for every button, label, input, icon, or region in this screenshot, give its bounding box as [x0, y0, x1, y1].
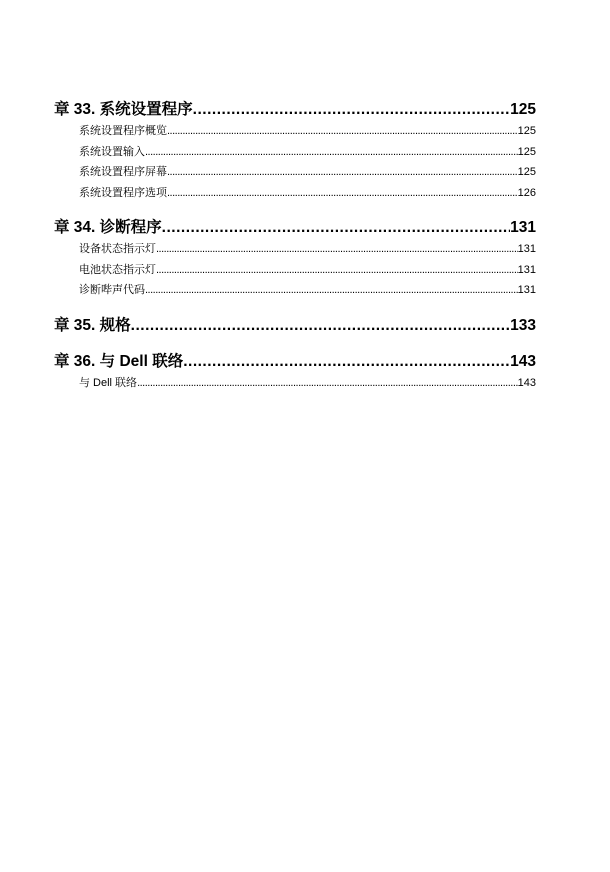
- dot-leader: [131, 315, 510, 337]
- page-number: 125: [517, 166, 536, 178]
- page-number: 125: [517, 125, 536, 137]
- chapter-title: 章 35. 规格: [54, 316, 131, 334]
- section-title: 系统设置输入: [79, 145, 145, 158]
- section-entry[interactable]: [79, 239, 536, 260]
- section-entry[interactable]: [79, 260, 536, 281]
- dot-leader: [145, 142, 518, 163]
- section-title: 与 Dell 联络: [79, 376, 138, 389]
- section-title: 系统设置程序选项: [79, 186, 167, 199]
- chapter-title: 章 34. 诊断程序: [54, 219, 162, 236]
- section-title: 诊断哔声代码: [79, 284, 145, 296]
- page-number: 125: [510, 101, 536, 118]
- dot-leader: [156, 260, 518, 281]
- toc-chapter-34: [54, 217, 536, 301]
- chapter-entry[interactable]: [54, 315, 536, 337]
- chapter-entry[interactable]: [54, 99, 536, 121]
- page-number: 126: [517, 186, 536, 199]
- page-number: 133: [510, 316, 536, 334]
- section-title: 系统设置程序概览: [79, 125, 167, 137]
- section-entry[interactable]: [79, 162, 536, 183]
- section-entry[interactable]: [79, 121, 536, 142]
- section-list: [79, 239, 536, 301]
- page-number: 131: [510, 219, 536, 236]
- dot-leader: [183, 351, 510, 373]
- dot-leader: [137, 373, 518, 394]
- dot-leader: [156, 239, 518, 260]
- page-number: 143: [510, 352, 536, 370]
- section-list: [79, 373, 536, 394]
- chapter-entry[interactable]: [54, 351, 536, 373]
- page-number: 125: [517, 145, 536, 158]
- dot-leader: [167, 183, 518, 204]
- page-number: 131: [517, 243, 536, 255]
- chapter-entry[interactable]: [54, 217, 536, 239]
- page-number: 143: [517, 376, 536, 389]
- section-entry[interactable]: [79, 183, 536, 204]
- dot-leader: [162, 217, 510, 239]
- dot-leader: [145, 280, 518, 301]
- table-of-contents: [54, 99, 536, 407]
- toc-chapter-36: [54, 351, 536, 394]
- page-number: 131: [517, 284, 536, 296]
- section-title: 电池状态指示灯: [79, 263, 156, 276]
- toc-chapter-35: [54, 315, 536, 337]
- section-title: 设备状态指示灯: [79, 243, 156, 255]
- chapter-title: 章 36. 与 Dell 联络: [54, 352, 184, 370]
- section-entry[interactable]: [79, 142, 536, 163]
- chapter-title: 章 33. 系统设置程序: [54, 101, 193, 118]
- section-entry[interactable]: [79, 280, 536, 301]
- dot-leader: [167, 121, 518, 142]
- section-list: [79, 121, 536, 203]
- toc-chapter-33: [54, 99, 536, 203]
- dot-leader: [167, 162, 518, 183]
- section-title: 系统设置程序屏幕: [79, 166, 167, 178]
- page-number: 131: [517, 263, 536, 276]
- dot-leader: [193, 99, 510, 121]
- section-entry[interactable]: [79, 373, 536, 394]
